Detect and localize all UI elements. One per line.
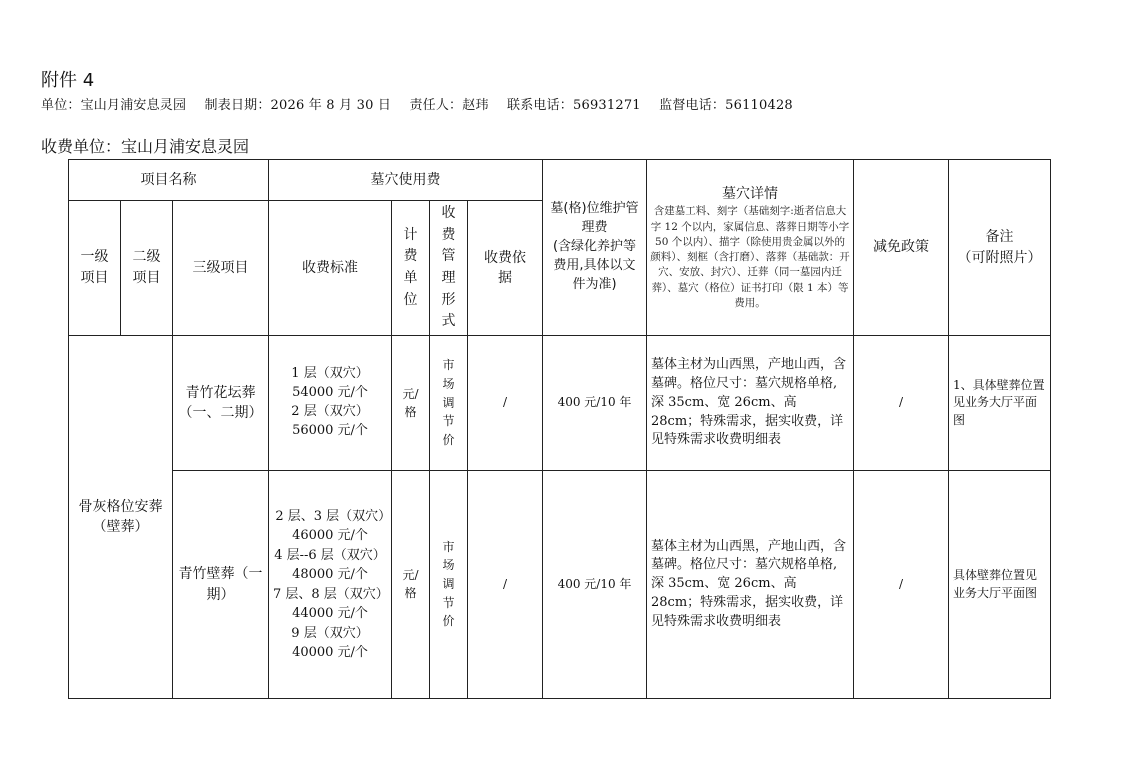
row1-mgmt-form: 市场调节价 [430,336,468,471]
attachment-label: 附件 4 [41,70,95,91]
header-basis: 收费依据 [468,201,543,336]
header-remarks [949,160,1051,336]
header-standard: 收费标准 [269,201,392,336]
row2-standard-line1: 2 层、3 层（双穴）46000 元/个 [275,508,385,544]
row1-billing-unit: 元/格 [392,336,430,471]
header-billing-unit: 计费单位 [392,201,430,336]
row2-basis: / [468,471,543,699]
row2-standard-line5: 44000 元/个 [292,606,368,622]
header-grave-detail-note: 含建墓工料、刻字（基础刻字:逝者信息大字 12 个以内，家属信息、落葬日期等小字 50 个以内）、描字（除使用贵金属以外的颜料）、刻框（含打磨）、落葬（基础款：开穴、安放、封穴）、迁葬（同一墓园内迁葬）、墓穴（格位）证书打印（限 1 本）等费用。 [650,205,850,309]
row2-mgmt-form: 市场调节价 [430,471,468,699]
header-maintenance-note: (含绿化养护等费用,具体以文件为准) [552,239,637,292]
row2-standard-line6: 9 层（双穴） [291,625,369,641]
meta-date: 制表日期：2026 年 8 月 30 日 [204,98,392,113]
row1-maintenance: 400 元/10 年 [543,336,647,471]
row2-detail: 墓体主材为山西黑，产地山西，含墓碑。格位尺寸：墓穴规格单格,深 35cm、宽 26cm、高 28cm；特殊需求，据实收费，详见特殊需求收费明细表 [647,471,854,699]
row2-standard-line7: 40000 元/个 [292,645,368,661]
row2-remarks: 具体壁葬位置见业务大厅平面图 [949,471,1051,699]
header-maintenance [543,160,647,336]
row2-maintenance: 400 元/10 年 [543,471,647,699]
header-remarks-note: （可附照片） [957,249,1042,266]
row2-standard-line3: 48000 元/个 [292,567,368,583]
meta-phone: 联系电话：56931271 [507,98,641,113]
row1-relief: / [854,336,949,471]
row1-basis: / [468,336,543,471]
row1-standard-line3: 2 层（双穴） [291,404,369,420]
group-label: 骨灰格位安葬（壁葬） [69,336,173,699]
meta-person: 责任人：赵玮 [409,98,489,113]
row1-standard-line1: 1 层（双穴） [291,366,369,382]
header-item-name: 项目名称 [69,160,269,201]
row1-level3: 青竹花坛葬（一、二期） [173,336,269,471]
header-maintenance-title: 墓(格)位维护管理费 [550,201,639,236]
row1-remarks: 1、具体壁葬位置见业务大厅平面图 [949,336,1051,471]
row1-standard-line4: 56000 元/个 [292,422,368,438]
row2-billing-unit: 元/格 [392,471,430,699]
meta-unit: 单位：宝山月浦安息灵园 [41,98,187,113]
row1-standard-line2: 54000 元/个 [292,385,368,401]
header-relief: 减免政策 [854,160,949,336]
row2-standard-line2: 4 层--6 层（双穴） [274,547,386,563]
meta-line [41,94,807,113]
header-level1: 一级项目 [69,201,121,336]
header-level2: 二级项目 [121,201,173,336]
row2-level3: 青竹壁葬（一期） [173,471,269,699]
row2-relief: / [854,471,949,699]
header-level3: 三级项目 [173,201,269,336]
header-grave-detail [647,160,854,336]
row2-standard-line4: 7 层、8 层（双穴） [273,586,389,602]
row2-standard [269,471,392,699]
meta-supervise: 监督电话：56110428 [659,98,793,113]
row1-detail: 墓体主材为山西黑，产地山西，含墓碑。格位尺寸：墓穴规格单格,深 35cm、宽 26cm、高 28cm；特殊需求，据实收费，详见特殊需求收费明细表 [647,336,854,471]
row1-standard [269,336,392,471]
header-remarks-title: 备注 [985,229,1014,246]
charging-unit: 收费单位：宝山月浦安息灵园 [41,137,250,156]
header-mgmt-form: 收费管理形式 [430,201,468,336]
fee-table [68,159,1051,699]
header-grave-detail-title: 墓穴详情 [722,186,778,203]
header-grave-fee: 墓穴使用费 [269,160,543,201]
